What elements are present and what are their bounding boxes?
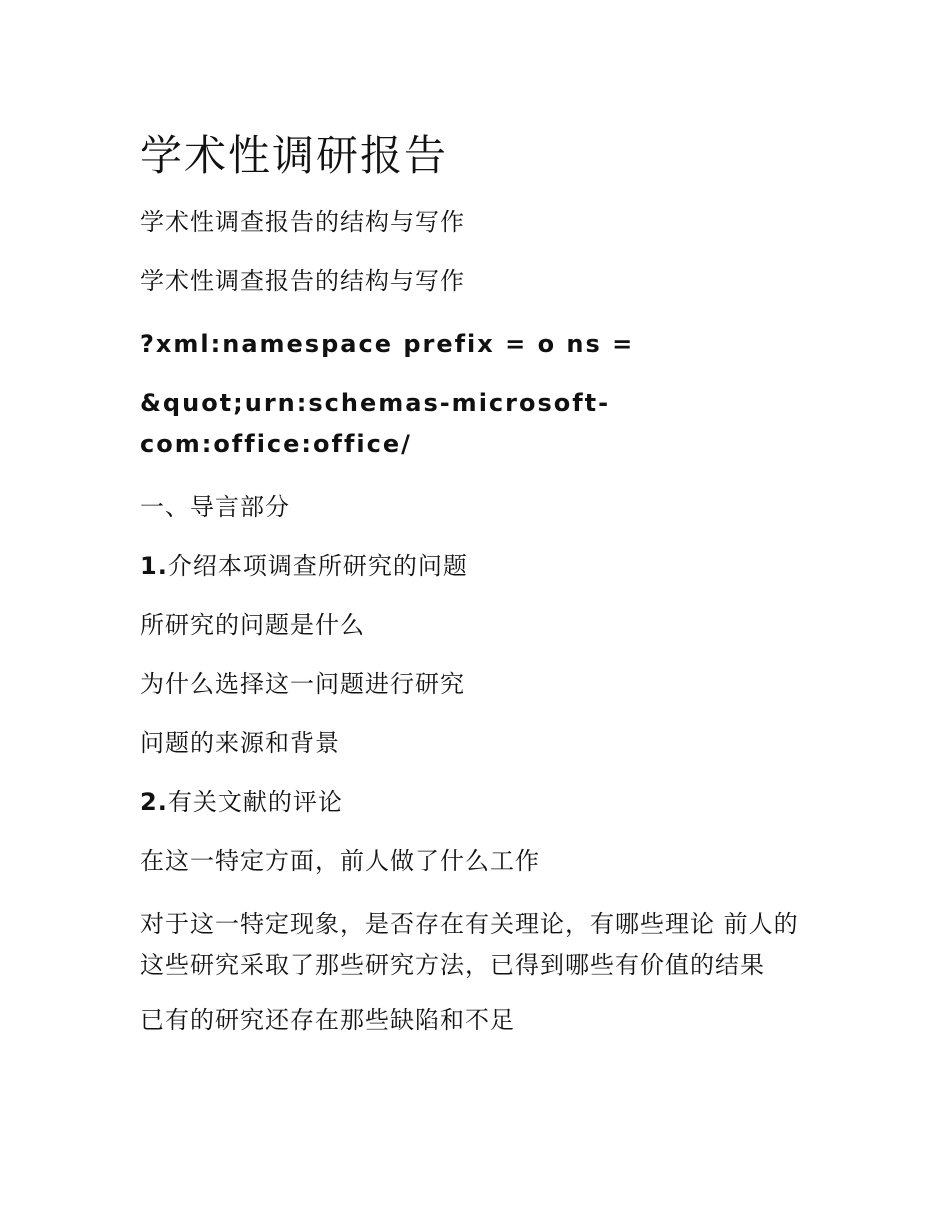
paragraph-why: 为什么选择这一问题进行研究 [140,670,465,698]
item-number: 1. [140,552,168,580]
paragraph-prior-work: 在这一特定方面，前人做了什么工作 [140,847,540,875]
document-title: 学术性调研报告 [140,131,449,180]
subtitle-line-1: 学术性调查报告的结构与写作 [140,208,465,236]
item-text: 有关文献的评论 [167,788,343,816]
subtitle-line-2: 学术性调查报告的结构与写作 [140,267,465,295]
xml-urn-line: &quot;urn:schemas-microsoft-com:office:office/ [140,389,611,458]
paragraph-background: 问题的来源和背景 [140,729,340,757]
numbered-item-1 [140,550,820,583]
item-number: 2. [140,788,168,816]
paragraph-shortcomings: 已有的研究还存在那些缺陷和不足 [140,1006,515,1034]
numbered-item-2 [140,786,820,819]
document-body [140,128,820,1063]
paragraph-question: 所研究的问题是什么 [140,611,365,639]
item-text: 介绍本项调查所研究的问题 [167,552,468,580]
paragraph-theories: 对于这一特定现象，是否存在有关理论，有哪些理论 前人的这些研究采取了那些研究方法，已得到哪些有价值的结果 [140,910,799,979]
section-heading-intro: 一、导言部分 [140,493,290,521]
xml-namespace-line: ?xml:namespace prefix = o ns = [140,330,635,358]
